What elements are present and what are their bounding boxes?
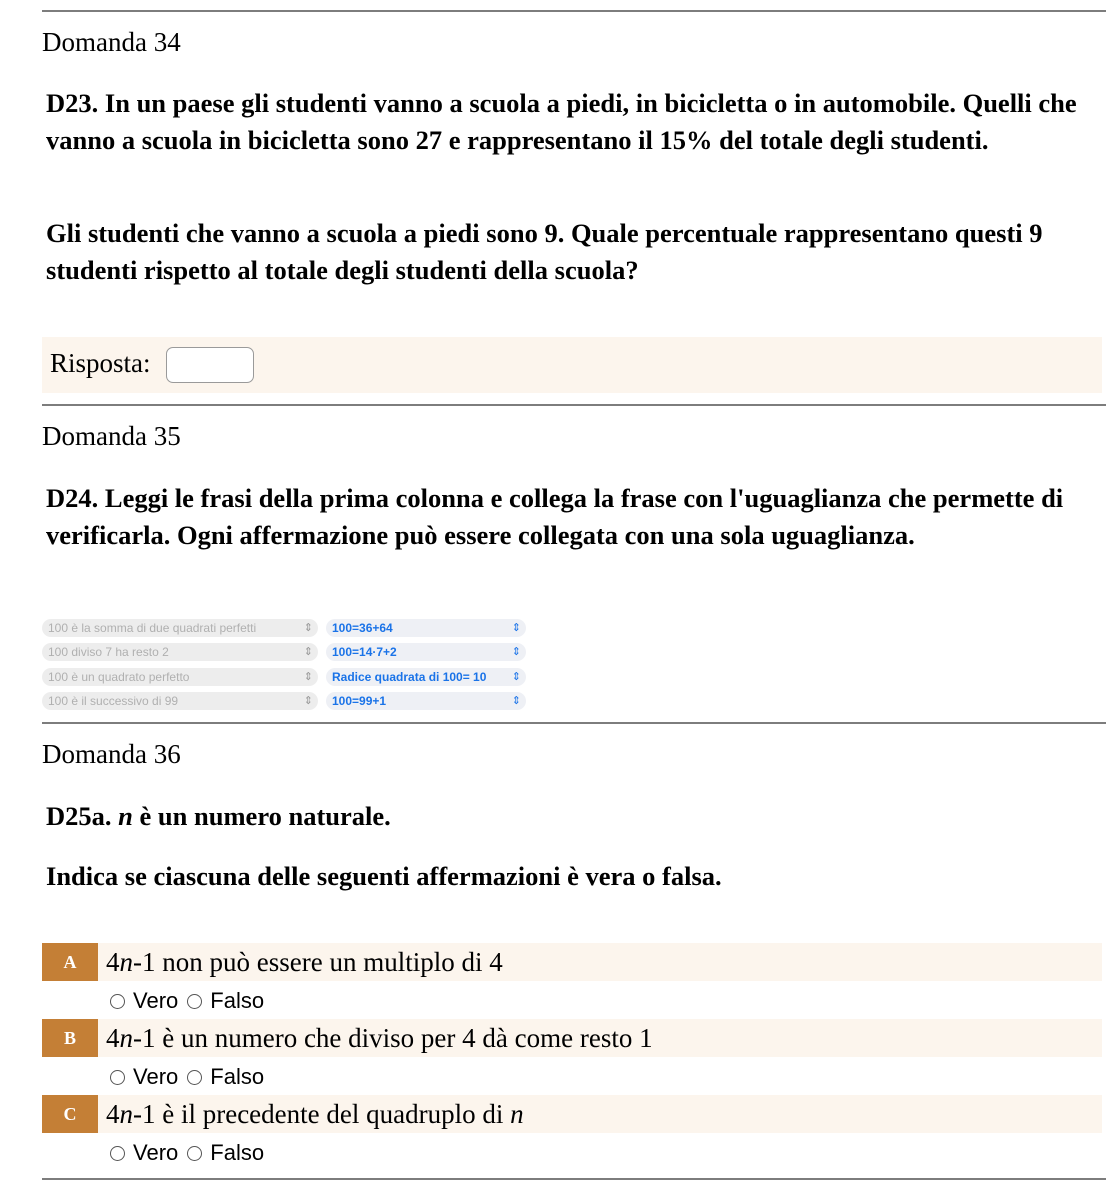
select-arrows-icon: ⇕ <box>303 646 313 658</box>
radio-vero-c[interactable] <box>110 1146 125 1161</box>
divider <box>42 404 1106 406</box>
radio-group-c <box>110 1138 273 1168</box>
falso-label: Falso <box>210 1064 265 1089</box>
select-arrows-icon: ⇕ <box>303 671 313 683</box>
match-select-value: 100=14·7+2 <box>332 645 397 659</box>
select-arrows-icon: ⇕ <box>511 671 521 683</box>
letter-badge: A <box>42 943 98 981</box>
statement-select-3[interactable] <box>42 668 318 686</box>
statement-c <box>42 1095 1102 1133</box>
statement-text: 4n-1 è un numero che diviso per 4 dà come resto 1 <box>106 1023 653 1053</box>
statement-select-value: 100 è la somma di due quadrati perfetti <box>48 621 257 635</box>
radio-group-b <box>110 1062 273 1092</box>
statement-select-4[interactable] <box>42 692 318 710</box>
match-select-4[interactable] <box>326 692 526 710</box>
match-select-2[interactable] <box>326 643 526 661</box>
select-arrows-icon: ⇕ <box>303 622 313 634</box>
radio-falso-a[interactable] <box>187 994 202 1009</box>
select-arrows-icon: ⇕ <box>511 695 521 707</box>
question-35-label: Domanda 35 <box>42 421 181 451</box>
letter-badge: C <box>42 1095 98 1133</box>
select-arrows-icon: ⇕ <box>511 646 521 658</box>
statement-text: 4n-1 non può essere un multiplo di 4 <box>106 947 503 977</box>
statement-a <box>42 943 1102 981</box>
statement-text: 4n-1 è il precedente del quadruplo di n <box>106 1099 524 1129</box>
question-35-text: D24. Leggi le frasi della prima colonna e collega la frase con l'uguaglianza che permette di verificarla. Ogni affermazione può essere collegata con una sola uguaglianza. <box>46 483 1064 550</box>
letter-badge: B <box>42 1019 98 1057</box>
radio-falso-c[interactable] <box>187 1146 202 1161</box>
question-36-instruction: Indica se ciascuna delle seguenti affermazioni è vera o falsa. <box>46 861 722 891</box>
vero-label: Vero <box>133 988 179 1013</box>
match-select-3[interactable] <box>326 668 526 686</box>
question-code: D25a. <box>46 801 112 831</box>
statement-select-2[interactable] <box>42 643 318 661</box>
radio-group-a <box>110 986 273 1016</box>
falso-label: Falso <box>210 1140 265 1165</box>
falso-label: Falso <box>210 988 265 1013</box>
statement-select-value: 100 è il successivo di 99 <box>48 694 179 708</box>
statement-select-value: 100 diviso 7 ha resto 2 <box>48 645 169 659</box>
question-36-label: Domanda 36 <box>42 739 181 769</box>
divider <box>42 10 1106 12</box>
answer-label: Risposta: <box>50 348 151 378</box>
radio-vero-a[interactable] <box>110 994 125 1009</box>
variable-n: n <box>118 801 133 831</box>
vero-label: Vero <box>133 1064 179 1089</box>
question-34-label: Domanda 34 <box>42 27 181 57</box>
divider <box>42 1178 1106 1180</box>
statement-select-value: 100 è un quadrato perfetto <box>48 670 190 684</box>
statement-b <box>42 1019 1102 1057</box>
divider <box>42 722 1106 724</box>
radio-falso-b[interactable] <box>187 1070 202 1085</box>
intro-rest: è un numero naturale. <box>139 801 391 831</box>
question-34-text: D23. In un paese gli studenti vanno a scuola a piedi, in bicicletta o in automobile. Quelli che vanno a scuola in bicicletta sono 27 e rappresentano il 15% del totale degli studenti. <box>46 88 1077 155</box>
answer-area <box>42 337 1102 393</box>
select-arrows-icon: ⇕ <box>511 622 521 634</box>
statement-select-1[interactable] <box>42 619 318 637</box>
select-arrows-icon: ⇕ <box>303 695 313 707</box>
match-select-value: Radice quadrata di 100= 10 <box>332 670 487 684</box>
question-34-subtext: Gli studenti che vanno a scuola a piedi sono 9. Quale percentuale rappresentano questi 9 studenti rispetto al totale degli studenti della scuola? <box>46 218 1043 285</box>
answer-input[interactable] <box>166 347 254 383</box>
radio-vero-b[interactable] <box>110 1070 125 1085</box>
vero-label: Vero <box>133 1140 179 1165</box>
match-select-value: 100=36+64 <box>332 621 393 635</box>
question-36-intro <box>46 798 1086 835</box>
match-select-1[interactable] <box>326 619 526 637</box>
match-select-value: 100=99+1 <box>332 694 387 708</box>
